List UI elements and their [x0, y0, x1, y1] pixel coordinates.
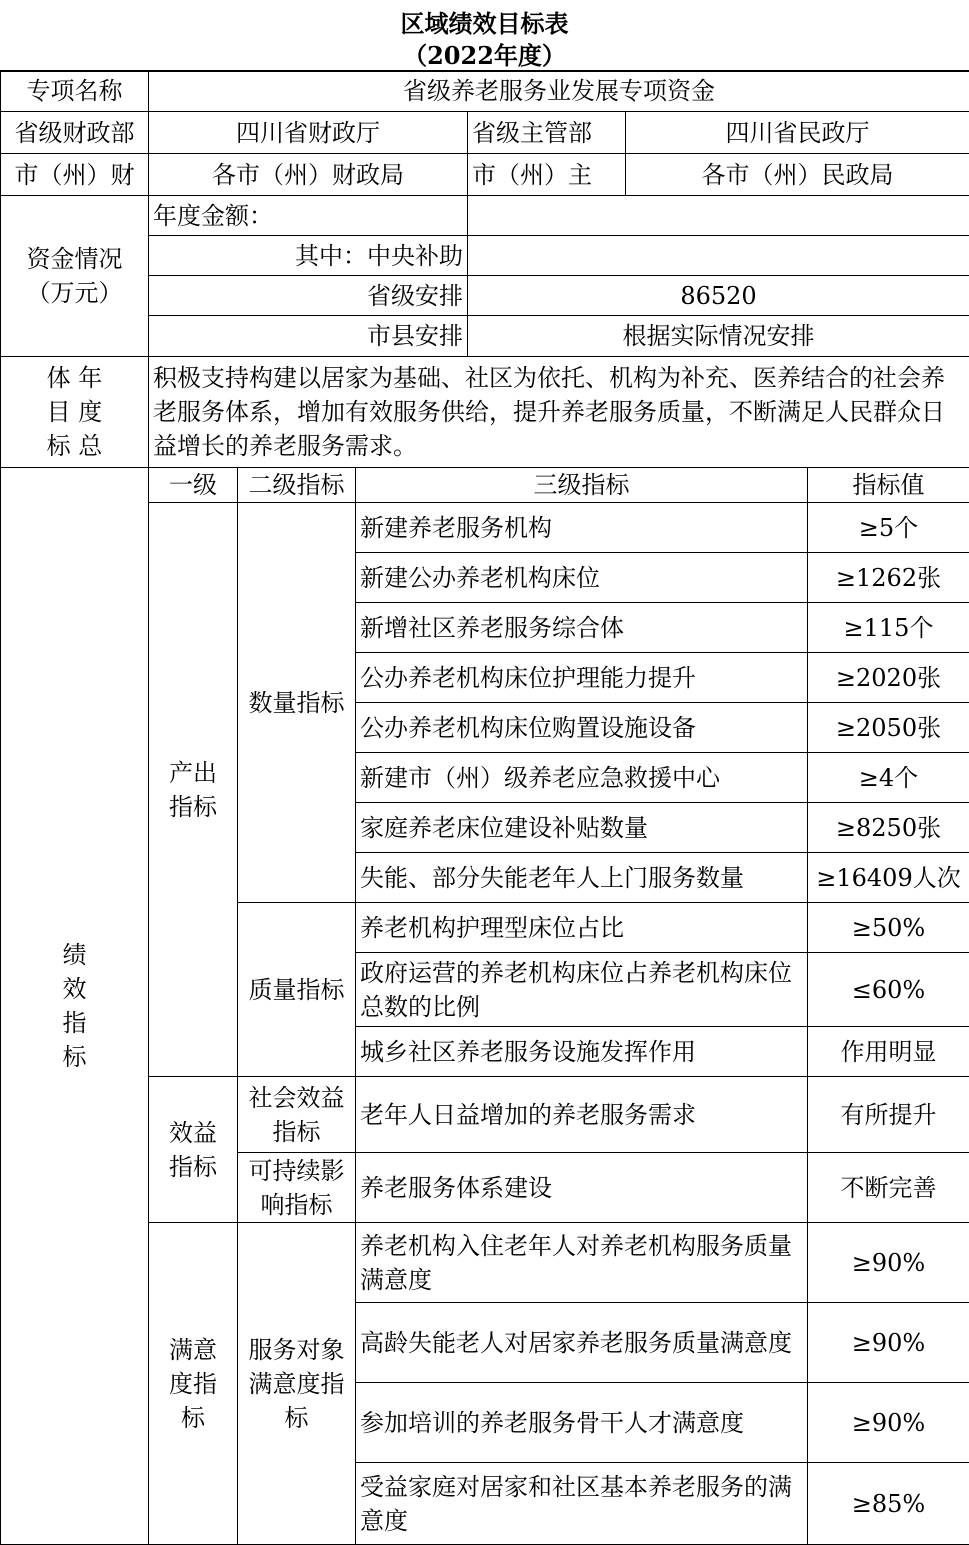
- quantity-value-1: ≥5个: [808, 503, 969, 553]
- city-row: [1, 154, 969, 196]
- service-satisfaction-label-line3: 标: [242, 1401, 351, 1435]
- goal-label: [1, 357, 149, 468]
- goal-row: [1, 357, 969, 468]
- social-benefit-label-line2: 指标: [242, 1115, 351, 1149]
- city-finance-value: 各市（州）财政局: [149, 154, 468, 196]
- output-label: [149, 503, 238, 1077]
- funds-label-line1: 资金情况: [5, 242, 144, 276]
- quantity-value-3: ≥115个: [808, 603, 969, 653]
- sheet-year: （2022年度）: [0, 36, 969, 71]
- provincial-finance-value: 四川省财政厅: [149, 112, 468, 154]
- sustain-label-line1: 可持续影: [242, 1154, 351, 1188]
- sustain-label: [238, 1153, 356, 1223]
- funds-county-label: 市县安排: [149, 316, 468, 357]
- goal-text: 积极支持构建以居家为基础、社区为依托、机构为补充、医养结合的社会养老服务体系，增加有效服务供给，提升养老服务质量，不断满足人民群众日益增长的养老服务需求。: [149, 357, 969, 468]
- social-benefit-label: [238, 1077, 356, 1153]
- satisfaction-item-2: 高龄失能老人对居家养老服务质量满意度: [356, 1303, 808, 1383]
- quantity-label: 数量指标: [238, 503, 356, 903]
- benefit-label: [149, 1077, 238, 1223]
- satisfaction-label-line3: 标: [153, 1401, 233, 1435]
- provincial-competent-value: 四川省民政厅: [626, 112, 969, 154]
- quality-label: 质量指标: [238, 903, 356, 1077]
- quantity-value-6: ≥4个: [808, 753, 969, 803]
- funds-central-label: 其中：中央补助: [149, 236, 468, 276]
- quantity-item-1: 新建养老服务机构: [356, 503, 808, 553]
- project-label: 专项名称: [1, 71, 149, 112]
- output-label-line2: 指标: [153, 790, 233, 824]
- sheet-title: 区域绩效目标表: [0, 4, 969, 39]
- quantity-value-2: ≥1262张: [808, 553, 969, 603]
- city-finance-label: 市（州）财: [1, 154, 149, 196]
- quantity-value-8: ≥16409人次: [808, 853, 969, 903]
- sustain-label-line2: 响指标: [242, 1188, 351, 1222]
- funds-label: [1, 196, 149, 357]
- service-satisfaction-label-line1: 服务对象: [242, 1333, 351, 1367]
- service-satisfaction-label-line2: 满意度指: [242, 1367, 351, 1401]
- header-level1: 一级: [149, 468, 238, 503]
- sustain-value: 不断完善: [808, 1153, 969, 1223]
- satisfaction-item-4: 受益家庭对居家和社区基本养老服务的满意度: [356, 1463, 808, 1545]
- quantity-value-5: ≥2050张: [808, 703, 969, 753]
- satisfaction-value-3: ≥90%: [808, 1383, 969, 1463]
- city-competent-label: 市（州）主: [468, 154, 626, 196]
- city-competent-value: 各市（州）民政局: [626, 154, 969, 196]
- funds-annual-value: [468, 196, 969, 236]
- satisfaction-label: [149, 1223, 238, 1545]
- quantity-item-6: 新建市（州）级养老应急救援中心: [356, 753, 808, 803]
- provincial-finance-label: 省级财政部: [1, 112, 149, 154]
- output-label-line1: 产出: [153, 756, 233, 790]
- quality-value-2: ≤60%: [808, 953, 969, 1027]
- provincial-row: [1, 112, 969, 154]
- quantity-item-5: 公办养老机构床位购置设施设备: [356, 703, 808, 753]
- satisfaction-value-1: ≥90%: [808, 1223, 969, 1303]
- quality-value-3: 作用明显: [808, 1027, 969, 1077]
- quality-item-1: 养老机构护理型床位占比: [356, 903, 808, 953]
- header-level3: 三级指标: [356, 468, 808, 503]
- indicators-label-char-4: 标: [5, 1040, 144, 1074]
- satisfaction-label-line1: 满意: [153, 1333, 233, 1367]
- quantity-item-4: 公办养老机构床位护理能力提升: [356, 653, 808, 703]
- funds-annual-row: [1, 196, 969, 236]
- social-benefit-item: 老年人日益增加的养老服务需求: [356, 1077, 808, 1153]
- header-level2: 二级指标: [238, 468, 356, 503]
- goal-label-line3: 标 总: [5, 429, 144, 463]
- funds-county-value: 根据实际情况安排: [468, 316, 969, 357]
- indicators-label-char-2: 效: [5, 972, 144, 1006]
- satisfaction-value-4: ≥85%: [808, 1463, 969, 1545]
- indicator-header-row: [1, 468, 969, 503]
- quality-item-2: 政府运营的养老机构床位占养老机构床位总数的比例: [356, 953, 808, 1027]
- funds-label-line2: （万元）: [5, 276, 144, 310]
- sustain-item: 养老服务体系建设: [356, 1153, 808, 1223]
- funds-provincial-label: 省级安排: [149, 276, 468, 316]
- goal-label-line1: 体 年: [5, 361, 144, 395]
- satisfaction-item-1: 养老机构入住老年人对养老机构服务质量满意度: [356, 1223, 808, 1303]
- funds-annual-label: 年度金额：: [149, 196, 468, 236]
- satisfaction-value-2: ≥90%: [808, 1303, 969, 1383]
- satisfaction-item-3: 参加培训的养老服务骨干人才满意度: [356, 1383, 808, 1463]
- quantity-value-4: ≥2020张: [808, 653, 969, 703]
- quantity-item-7: 家庭养老床位建设补贴数量: [356, 803, 808, 853]
- target-table: [0, 70, 969, 1545]
- indicators-label: [1, 468, 149, 1545]
- benefit-label-line1: 效益: [153, 1116, 233, 1150]
- indicators-label-char-1: 绩: [5, 938, 144, 972]
- funds-provincial-value: 86520: [468, 276, 969, 316]
- provincial-competent-label: 省级主管部: [468, 112, 626, 154]
- quality-item-3: 城乡社区养老服务设施发挥作用: [356, 1027, 808, 1077]
- indicators-label-char-3: 指: [5, 1006, 144, 1040]
- goal-label-line2: 目 度: [5, 395, 144, 429]
- quantity-item-2: 新建公办养老机构床位: [356, 553, 808, 603]
- quantity-item-3: 新增社区养老服务综合体: [356, 603, 808, 653]
- service-satisfaction-label: [238, 1223, 356, 1545]
- satisfaction-label-line2: 度指: [153, 1367, 233, 1401]
- project-row: [1, 71, 969, 112]
- funds-central-value: [468, 236, 969, 276]
- benefit-label-line2: 指标: [153, 1150, 233, 1184]
- social-benefit-value: 有所提升: [808, 1077, 969, 1153]
- title-area: [0, 0, 969, 72]
- quantity-item-8: 失能、部分失能老年人上门服务数量: [356, 853, 808, 903]
- social-benefit-label-line1: 社会效益: [242, 1081, 351, 1115]
- quality-value-1: ≥50%: [808, 903, 969, 953]
- header-value: 指标值: [808, 468, 969, 503]
- quantity-value-7: ≥8250张: [808, 803, 969, 853]
- project-value: 省级养老服务业发展专项资金: [149, 71, 969, 112]
